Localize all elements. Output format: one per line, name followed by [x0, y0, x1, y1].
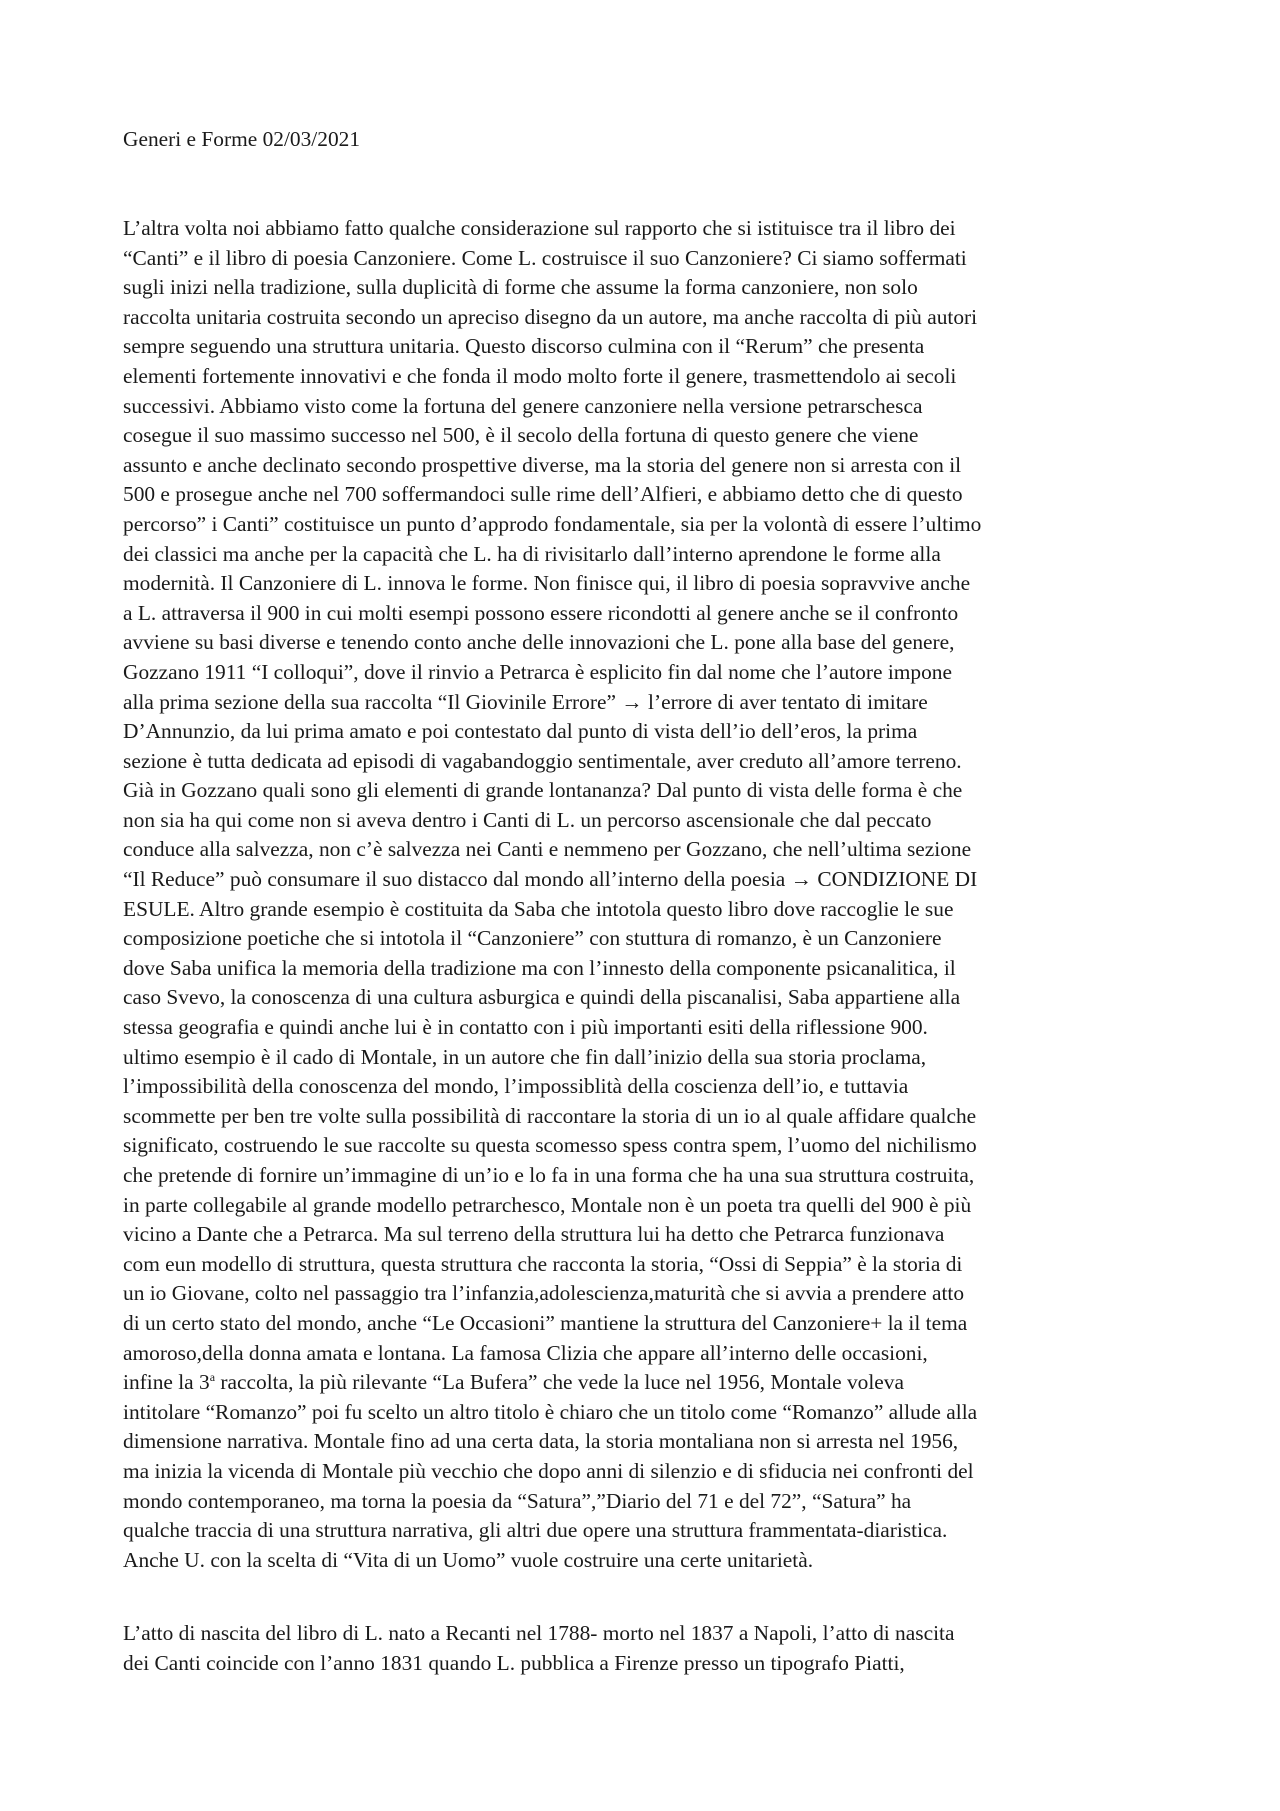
paragraph-1-line: a L. attraversa il 900 in cui molti esempi possono essere ricondotti al genere anche se il confronto	[123, 600, 959, 625]
paragraph-1-line: successivi. Abbiamo visto come la fortuna del genere canzoniere nella versione petrarschesca	[123, 393, 923, 418]
paragraph-1-line: raccolta unitaria costruita secondo un apreciso disegno da un autore, ma anche raccolta di più autori	[123, 304, 978, 329]
paragraph-1-line: sezione è tutta dedicata ad episodi di vagabandoggio sentimentale, aver creduto all’amore terreno.	[123, 748, 962, 773]
paragraph-1-line: in parte collegabile al grande modello petrarchesco, Montale non è un poeta tra quelli del 900 è più	[123, 1192, 972, 1217]
paragraph-1-line: composizione poetiche che si intotola il “Canzoniere” con stuttura di romanzo, è un Canzoniere	[123, 926, 942, 951]
paragraph-1-end-lines	[123, 1398, 1173, 1576]
paragraph-1-line: dove Saba unifica la memoria della tradizione ma con l’innesto della componente psicanalitica, il	[123, 955, 956, 980]
paragraph-1-lines	[123, 214, 1173, 1368]
ordinal-superscript: a	[209, 1370, 216, 1385]
paragraph-1-line: cosegue il suo massimo successo nel 500, è il secolo della fortuna di questo genere che viene	[123, 423, 919, 448]
paragraph-1-line: l’impossibilità della conoscenza del mondo, l’impossiblità della coscienza dell’io, e tuttavia	[123, 1074, 909, 1099]
paragraph-2	[123, 1619, 1173, 1678]
paragraph-1-line: avviene su basi diverse e tenendo conto anche delle innovazioni che L. pone alla base del genere,	[123, 630, 955, 655]
text-line-40	[123, 1368, 1173, 1398]
paragraph-1-line: significato, costruendo le sue raccolte su questa scomesso spess contra spem, l’uomo del nichilismo	[123, 1133, 977, 1158]
paragraph-1-line: D’Annunzio, da lui prima amato e poi contestato dal punto di vista dell’io dell’eros, la prima	[123, 719, 918, 744]
paragraph-1-line: scommette per ben tre volte sulla possibilità di raccontare la storia di un io al quale affidare qualche	[123, 1103, 977, 1128]
paragraph-1-line: Gozzano 1911 “I colloqui”, dove il rinvio a Petrarca è esplicito fin dal nome che l’autore impone	[123, 659, 952, 684]
paragraph-1-line: elementi fortemente innovativi e che fonda il modo molto forte il genere, trasmettendolo ai secoli	[123, 363, 957, 388]
paragraph-1-line: L’altra volta noi abbiamo fatto qualche considerazione sul rapporto che si istituisce tra il libro dei	[123, 216, 956, 240]
paragraph-1-line: sempre seguendo una struttura unitaria. Questo discorso culmina con il “Rerum” che presenta	[123, 334, 925, 359]
paragraph-1-line: qualche traccia di una struttura narrativa, gli altri due opere una struttura frammentata-diaristica.	[123, 1518, 948, 1543]
paragraph-1-line: stessa geografia e quindi anche lui è in contatto con i più importanti esiti della riflessione 900.	[123, 1015, 928, 1040]
paragraph-1-line: amoroso,della donna amata e lontana. La famosa Clizia che appare all’interno delle occasioni,	[123, 1340, 928, 1365]
paragraph-1-line: non sia ha qui come non si aveva dentro i Canti di L. un percorso ascensionale che dal peccato	[123, 807, 932, 832]
paragraph-1-line: com eun modello di struttura, questa struttura che racconta la storia, “Ossi di Seppia” è la storia di	[123, 1251, 963, 1276]
paragraph-1-line: sugli inizi nella tradizione, sulla duplicità di forme che assume la forma canzoniere, non solo	[123, 275, 918, 300]
paragraph-1-line: “Canti” e il libro di poesia Canzoniere. Come L. costruisce il suo Canzoniere? Ci siamo soffermati	[123, 245, 967, 270]
paragraph-1-line: vicino a Dante che a Petrarca. Ma sul terreno della struttura lui ha detto che Petrarca funzionava	[123, 1222, 945, 1247]
paragraph-1-line: Anche U. con la scelta di “Vita di un Uomo” vuole costruire una certe unitarietà.	[123, 1547, 814, 1572]
paragraph-1-line: caso Svevo, la conoscenza di una cultura asburgica e quindi della piscanalisi, Saba appartiene alla	[123, 985, 961, 1010]
paragraph-1	[123, 214, 1173, 1575]
paragraph-1-line: Già in Gozzano quali sono gli elementi di grande lontananza? Dal punto di vista delle forma è che	[123, 778, 963, 803]
paragraph-1-line: un io Giovane, colto nel passaggio tra l’infanzia,adolescienza,maturità che si avvia a prendere atto	[123, 1281, 965, 1306]
paragraph-1-line: percorso” i Canti” costituisce un punto d’approdo fondamentale, sia per la volontà di essere l’ultimo	[123, 511, 982, 536]
paragraph-1-line: conduce alla salvezza, non c’è salvezza nei Canti e nemmeno per Gozzano, che nell’ultima sezione	[123, 837, 972, 862]
paragraph-1-line: che pretende di fornire un’immagine di un’io e lo fa in una forma che ha una sua struttura costruita,	[123, 1163, 975, 1187]
text-line-40-prefix: infine la 3	[123, 1370, 210, 1395]
paragraph-2-line: dei Canti coincide con l’anno 1831 quando L. pubblica a Firenze presso un tipografo Piatti,	[123, 1650, 905, 1675]
paragraph-2-lines	[123, 1619, 1173, 1678]
paragraph-1-line: di un certo stato del mondo, anche “Le Occasioni” mantiene la struttura del Canzoniere+ la il tema	[123, 1310, 968, 1335]
paragraph-1-line: intitolare “Romanzo” poi fu scelto un altro titolo è chiaro che un titolo come “Romanzo” allude alla	[123, 1399, 978, 1424]
paragraph-1-line: assunto e anche declinato secondo prospettive diverse, ma la storia del genere non si arresta con il	[123, 452, 962, 477]
paragraph-1-line: 500 e prosegue anche nel 700 soffermandoci sulle rime dell’Alfieri, e abbiamo detto che di questo	[123, 482, 963, 507]
paragraph-2-line: L’atto di nascita del libro di L. nato a Recanti nel 1788- morto nel 1837 a Napoli, l’atto di nascita	[123, 1621, 955, 1645]
paragraph-1-line: modernità. Il Canzoniere di L. innova le forme. Non finisce qui, il libro di poesia sopravvive anche	[123, 571, 971, 596]
paragraph-1-line: ultimo esempio è il cado di Montale, in un autore che fin dall’inizio della sua storia proclama,	[123, 1044, 927, 1069]
paragraph-1-line: mondo contemporaneo, ma torna la poesia da “Satura”,”Diario del 71 e del 72”, “Satura” ha	[123, 1488, 912, 1513]
text-line-40-suffix: raccolta, la più rilevante “La Bufera” che vede la luce nel 1956, Montale voleva	[215, 1370, 904, 1395]
paragraph-1-line: ma inizia la vicenda di Montale più vecchio che dopo anni di silenzio e di sfiducia nei confronti del	[123, 1458, 974, 1483]
paragraph-1-line: ESULE. Altro grande esempio è costituita da Saba che intotola questo libro dove raccoglie le sue	[123, 896, 954, 921]
paragraph-1-line: dei classici ma anche per la capacità che L. ha di rivisitarlo dall’interno aprendone le forme alla	[123, 541, 941, 566]
paragraph-1-line: dimensione narrativa. Montale fino ad una certa data, la storia montaliana non si arresta nel 1956,	[123, 1429, 959, 1454]
paragraph-1-line: alla prima sezione della sua raccolta “Il Giovinile Errore” → l’errore di aver tentato di imitare	[123, 689, 928, 714]
document-title: Generi e Forme 02/03/2021	[123, 127, 361, 151]
paragraph-1-line: “Il Reduce” può consumare il suo distacco dal mondo all’interno della poesia → CONDIZIONE DI	[123, 867, 978, 892]
